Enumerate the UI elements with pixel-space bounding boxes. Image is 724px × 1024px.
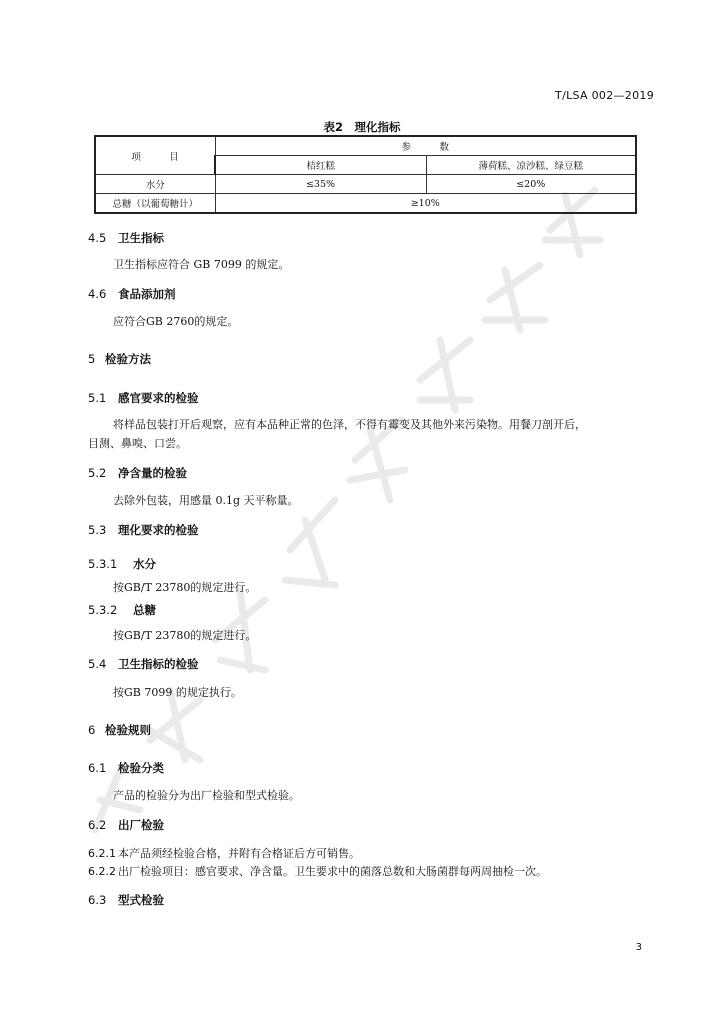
heading-title: 卫生指标 <box>118 231 164 245</box>
heading-6 <box>88 722 151 738</box>
paragraph: 卫生指标应符合 GB 7099 的规定。 <box>113 258 290 271</box>
paragraph: 应符合GB 2760的规定。 <box>113 315 239 328</box>
heading-5-3 <box>88 522 199 538</box>
clause-6-2-2 <box>88 863 547 879</box>
col-header-params: 参 数 <box>215 136 636 156</box>
paragraph-line: 将样品包装打开后观察，应有本品种正常的色泽，不得有霉变及其他外来污染物。用餐刀剖开后， <box>113 418 586 431</box>
paragraph: 按GB 7099 的规定执行。 <box>113 686 242 699</box>
cell-moisture-orange: ≤35% <box>215 175 426 194</box>
heading-4-5 <box>88 230 164 246</box>
heading-title: 感官要求的检验 <box>118 391 199 405</box>
paragraph-line: 目测、鼻嗅、口尝。 <box>88 437 187 450</box>
heading-4-6 <box>88 286 176 302</box>
clause-number: 6.2.1 <box>88 847 116 860</box>
heading-title: 理化要求的检验 <box>118 523 199 537</box>
row-label-total-sugar: 总糖（以葡萄糖计） <box>95 194 215 214</box>
subcol-mint-cakes: 薄荷糕、凉沙糕、绿豆糕 <box>426 156 636 175</box>
physicochemical-table <box>94 135 637 214</box>
document-id: T/LSA 002—2019 <box>555 89 654 102</box>
heading-number: 5 <box>88 352 96 366</box>
heading-number: 5.2 <box>88 466 107 480</box>
paragraph: 去除外包装，用感量 0.1g 天平称量。 <box>113 494 299 507</box>
heading-number: 6.3 <box>88 893 107 907</box>
heading-number: 6.2 <box>88 818 107 832</box>
cell-moisture-mint: ≤20% <box>426 175 636 194</box>
heading-6-2 <box>88 817 164 833</box>
heading-title: 食品添加剂 <box>118 287 176 301</box>
heading-title: 型式检验 <box>118 893 164 907</box>
page-number: 3 <box>635 942 642 953</box>
heading-title: 检验分类 <box>118 761 164 775</box>
heading-number: 5.3.2 <box>88 603 118 617</box>
clause-6-2-1 <box>88 845 360 861</box>
heading-title: 水分 <box>133 557 156 571</box>
heading-5-3-1 <box>88 556 156 572</box>
heading-title: 检验方法 <box>105 352 151 366</box>
clause-number: 6.2.2 <box>88 865 116 878</box>
heading-title: 净含量的检验 <box>118 466 187 480</box>
table-caption: 表2 理化指标 <box>323 120 401 134</box>
heading-6-3 <box>88 892 164 908</box>
heading-number: 4.6 <box>88 287 107 301</box>
heading-number: 5.1 <box>88 391 107 405</box>
heading-number: 5.4 <box>88 657 107 671</box>
heading-title: 总糖 <box>133 603 156 617</box>
cell-total-sugar: ≥10% <box>215 194 636 214</box>
paragraph: 按GB/T 23780的规定进行。 <box>113 581 257 594</box>
clause-text: 出厂检验项目：感官要求、净含量。卫生要求中的菌落总数和大肠菌群每两周抽检一次。 <box>118 865 547 878</box>
col-header-item: 项 目 <box>95 136 215 175</box>
heading-6-1 <box>88 760 164 776</box>
row-label-moisture: 水分 <box>95 175 215 194</box>
paragraph: 产品的检验分为出厂检验和型式检验。 <box>113 789 300 802</box>
subcol-orange-cake: 桔红糕 <box>215 156 426 175</box>
heading-5 <box>88 351 151 367</box>
heading-number: 6.1 <box>88 761 107 775</box>
heading-title: 检验规则 <box>105 723 151 737</box>
heading-5-1 <box>88 390 199 406</box>
heading-number: 6 <box>88 723 96 737</box>
paragraph: 按GB/T 23780的规定进行。 <box>113 629 257 642</box>
heading-number: 5.3.1 <box>88 557 118 571</box>
heading-title: 出厂检验 <box>118 818 164 832</box>
heading-title: 卫生指标的检验 <box>118 657 199 671</box>
heading-5-2 <box>88 465 187 481</box>
heading-number: 5.3 <box>88 523 107 537</box>
heading-number: 4.5 <box>88 231 107 245</box>
heading-5-3-2 <box>88 602 156 618</box>
heading-5-4 <box>88 656 199 672</box>
clause-text: 本产品须经检验合格，并附有合格证后方可销售。 <box>118 847 360 860</box>
